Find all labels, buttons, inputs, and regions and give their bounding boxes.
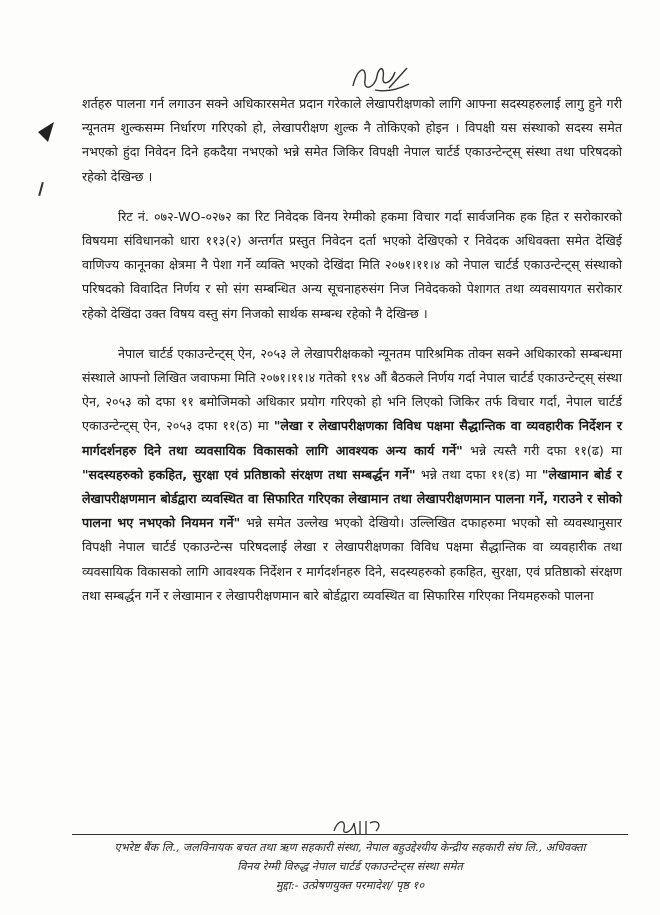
footer-parties-line: एभरेष्ट बैंक लि., जलविनायक बचत तथा ऋण सहकारी संस्था, नेपाल बहुउद्देश्यीय केन्द्रीय सहकारी संघ लि., अधिवक्ता xyxy=(114,841,586,854)
margin-mark xyxy=(36,120,56,144)
paragraph-1: शर्तहरु पालना गर्न लगाउन सक्ने अधिकारसमेत प्रदान गरेकाले लेखापरीक्षणको लागि आफ्ना सदस्यहरुलाई लागु हुने गरी न्यूनतम शुल्कसम्म निर्धारण गरिएको हो, लेखापरीक्षण शुल्क नै तोकिएको होइन । विपक्षी यस संस्थाको सदस्य समेत नभएको हुंदा निवेदन दिने हकदैया नभएको भन्ने समेत जिकिर विपक्षी नेपाल चार्टर्ड एकाउन्टेन्ट्स् संस्था तथा परिषदको रहेको देखिन्छ । xyxy=(82,96,622,184)
footer-respondent-line: विनय रेग्मी विरुद्ध नेपाल चार्टर्ड एकाउन्टेन्ट्स संस्था समेत xyxy=(237,860,463,873)
paragraph-3-text-3: भन्ने तथा दफा ११(ड) मा xyxy=(415,466,542,482)
paragraph-3-text-4: भन्ने समेत उल्लेख भएको देखियो। उल्लिखित दफाहरुमा भएको सो व्यवस्थानुसार विपक्षी नेपाल चार्टर्ड एकाउन्टेन्स परिषदलाई लेखा र लेखापरीक्षणका विविध पक्षमा सैद्धान्तिक वा व्यवहारीक तथा व्यवसायिक विकासको लागि आवश्यक निर्देशन र मार्गदर्शनहरु दिने, सदस्यहरुको हकहित, सुरक्षा, एवं प्रतिष्ठाको संरक्षण तथा सम्बर्द्धन गर्ने र लेखामान र लेखापरीक्षणमान बारे बोर्डद्वारा व्यवस्थित वा सिफारिस गरिएका नियमहरुको पालना xyxy=(82,515,622,603)
quoted-provision-3: "लेखामान बोर्ड र लेखापरीक्षणमान बोर्डद्वारा व्यवस्थित वा सिफारित गरिएका लेखामान तथा लेखापरीक्षणमान पालना गर्ने, गराउने र सोको पालना भए नभएको नियमन गर्ने" xyxy=(82,466,622,531)
quoted-provision-2: "सदस्यहरुको हकहित, सुरक्षा एवं प्रतिष्ठाको संरक्षण तथा सम्बर्द्धन गर्ने" xyxy=(82,466,416,482)
body-text xyxy=(82,92,622,608)
footer-rule xyxy=(72,834,628,835)
margin-tick xyxy=(38,182,44,196)
footer xyxy=(72,838,628,895)
paragraph-3-text-1: नेपाल चार्टर्ड एकाउन्टेन्ट्स् ऐन, २०५३ ले लेखापरीक्षकको न्यूनतम पारिश्रमिक तोक्न सक्ने अधिकारको सम्बन्धमा संस्थाले आफ्नो लिखित जवाफमा मिति २०७१।११।४ गतेको १९४ औं बैठकले निर्णय गर्दा नेपाल चार्टर्ड एकाउन्टेन्ट्स् संस्था ऐन, २०५३ को दफा ११ बमोजिमको अधिकार प्रयोग गरिएको हो भनि लिएको जिकिर तर्फ विचार गर्दा, नेपाल चार्टर्ड एकाउन्टेन्ट्स् ऐन, २०५३ दफा ११(ठ) मा xyxy=(82,345,622,434)
paragraph-2: रिट नं. ०७२-WO-०२७२ का रिट निवेदक विनय रेग्मीको हकमा विचार गर्दा सार्वजनिक हक हित र सरोकारको विषयमा संविधानको धारा ११३(२) अन्तर्गत प्रस्तुत निवेदन दर्ता भएको देखिएको र निवेदक अधिवक्ता समेत देखिई वाणिज्य कानूनका क्षेत्रमा नै पेशा गर्ने व्यक्ति भएको देखिंदा मिति २०७१।११।४ को नेपाल चार्टर्ड एकाउन्टेन्ट्स् संस्थाको परिषदको विवादित निर्णय र सो संग सम्बन्धित अन्य सूचनाहरुसंग निज निवेदकको पेशागत तथा व्यवसायगत सरोकार रहेको देखिंदा उक्त विषय वस्तु संग निजको सार्थक सम्बन्ध रहेको नै देखिन्छ । xyxy=(82,208,622,321)
paragraph-3 xyxy=(82,342,622,608)
paragraph-3-text-2: भन्ने त्यस्तै गरी दफा ११(ढ) मा xyxy=(462,442,622,458)
signature-mark-bottom xyxy=(330,815,390,839)
footer-case-page-line: मुद्दा:- उत्प्रेषणयुक्त परमादेश/ पृष्ठ १० xyxy=(275,879,425,892)
quoted-provision-1: "लेखा र लेखापरीक्षणका विविध पक्षमा सैद्धान्तिक वा व्यवहारीक निर्देशन र मार्गदर्शनहरु दिने तथा व्यवसायिक विकासको लागि आवश्यक अन्य कार्य गर्ने" xyxy=(82,418,622,458)
